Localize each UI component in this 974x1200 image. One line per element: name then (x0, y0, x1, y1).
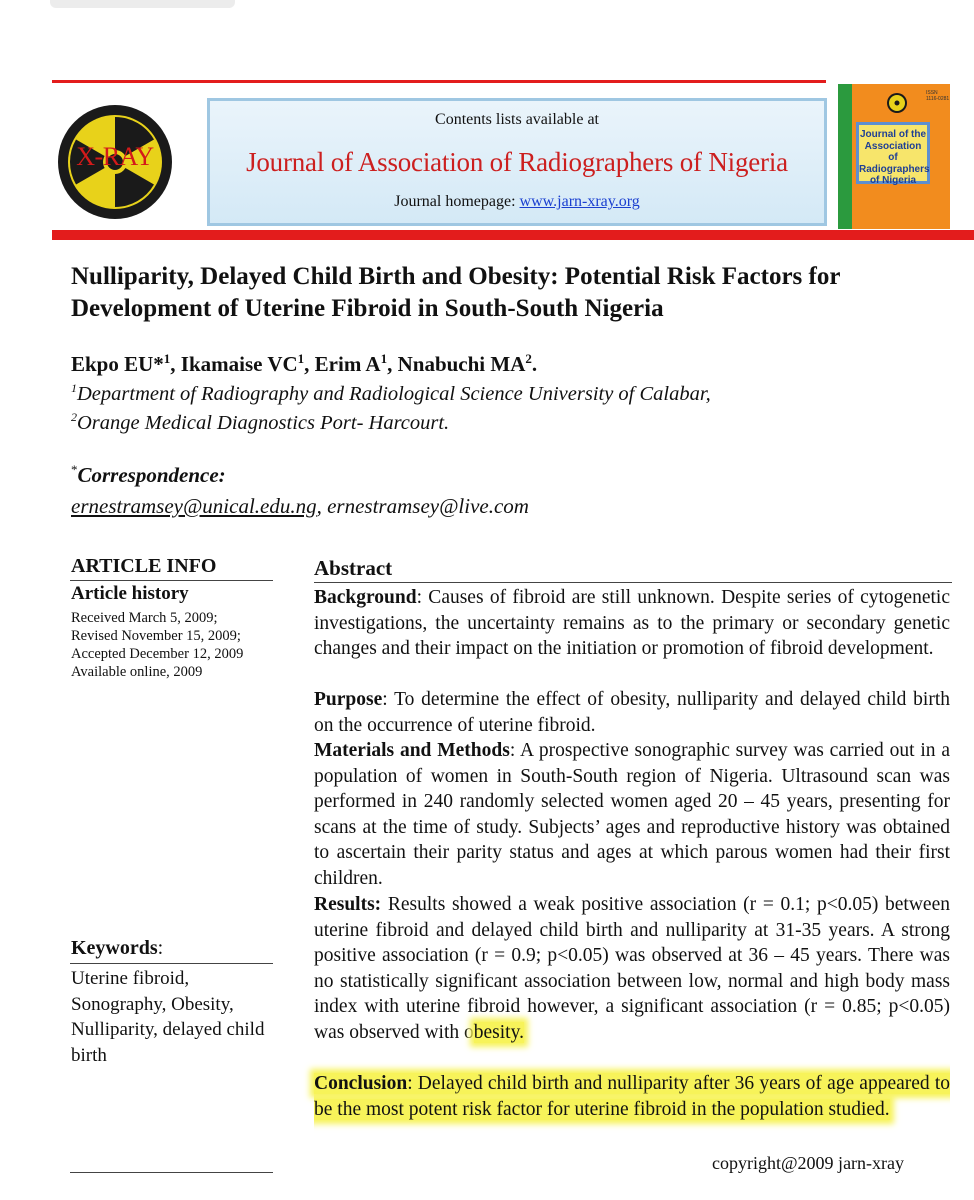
author-name: Nnabuchi MA (397, 352, 526, 376)
methods-label: Materials and Methods (314, 740, 510, 761)
conclusion-highlight (314, 1073, 950, 1120)
copyright: copyright@2009 jarn-xray (712, 1153, 905, 1173)
email-link-2[interactable]: ernestramsey@live.com (327, 494, 529, 518)
abstract-purpose (314, 687, 950, 738)
email-sep: , (316, 494, 322, 518)
author-name: Ekpo EU* (71, 352, 164, 376)
cover-stripe (838, 84, 852, 229)
article-history-heading: Article history (71, 583, 189, 604)
author-sep: , (170, 352, 181, 376)
contents-text: Contents lists available at (435, 111, 599, 128)
homepage-label: Journal homepage: (394, 193, 516, 210)
history-item: Accepted December 12, 2009 (71, 646, 244, 662)
article-info-heading: ARTICLE INFO (71, 555, 217, 577)
cover-issn: ISSN 1116-0281 (926, 90, 950, 102)
background-text: : Causes of fibroid are still unknown. Despite series of cytogenetic investigations, the uncertainty remains as to the primary or secondary genetic changes and their impact on the initiation or promotion of fibroid development. (314, 587, 950, 659)
journal-cover (838, 84, 950, 229)
email-link-1[interactable]: ernestramsey@unical.edu.ng (71, 494, 317, 518)
cover-radiation-icon (886, 92, 908, 114)
author-sep: , (304, 352, 315, 376)
journal-homepage (210, 193, 824, 211)
abstract-background (314, 585, 950, 662)
cover-title-line: of Nigeria (869, 175, 917, 186)
methods-text: : A prospective sonographic survey was carried out in a population of women in South-South region of Nigeria. Ultrasound scan was performed in 240 randomly selected women aged 20 – 45 years, presenting for scans at the time of study. Subjects’ ages and reproductive history was obtained to ascertain their parity status and ages at which parous women had their first children. (314, 740, 951, 889)
affiliation-text: Department of Radiography and Radiological Science University of Calabar, (77, 382, 711, 405)
keywords-rule (70, 963, 273, 964)
author-sup: 1 (297, 351, 305, 366)
cover-title-line: Radiographers (859, 163, 930, 175)
purpose-text: : To determine the effect of obesity, nulliparity and delayed child birth on the occurrence of uterine fibroid. (314, 689, 950, 736)
author-sup: 1 (380, 351, 388, 366)
abstract-rule (314, 582, 952, 583)
history-item: Received March 5, 2009; (71, 610, 218, 626)
results-text-highlighted: besity. (473, 1021, 524, 1043)
journal-header-box (207, 98, 827, 226)
keywords-bottom-rule (70, 1172, 273, 1173)
correspondence-label (71, 462, 226, 488)
conclusion-text: : Delayed child birth and nulliparity after 36 years of age appeared to be the most potent risk factor for uterine fibroid in the population studied. (314, 1073, 950, 1120)
correspondence-emails (71, 494, 529, 519)
top-strip (50, 0, 235, 8)
author-sup: 1 (163, 351, 171, 366)
author-sep: . (531, 352, 538, 376)
abstract-heading: Abstract (314, 556, 393, 580)
header-bottom-rule (52, 230, 974, 240)
results-label: Results: (314, 894, 382, 915)
header-top-rule (52, 80, 826, 83)
abstract-conclusion (314, 1071, 950, 1122)
abstract-methods (314, 738, 950, 891)
author-name: Ikamaise VC (180, 352, 298, 376)
author-name: Erim A (314, 352, 381, 376)
article-title: Nulliparity, Delayed Child Birth and Obesity: Potential Risk Factors for Development of Uterine Fibroid in South-South Nigeria (71, 263, 840, 322)
conclusion-label: Conclusion (314, 1073, 408, 1094)
history-item: Available online, 2009 (71, 664, 203, 680)
keywords-colon: : (157, 937, 164, 959)
author-sep: , (387, 352, 398, 376)
keywords-list: Uterine fibroid, Sonography, Obesity, Nulliparity, delayed child birth (71, 968, 265, 1066)
cover-title-line: Association of (864, 140, 922, 163)
history-item: Revised November 15, 2009; (71, 628, 241, 644)
affiliation-text: Orange Medical Diagnostics Port- Harcourt. (77, 411, 450, 434)
keywords-heading-text: Keywords (71, 937, 158, 959)
cover-title-card (856, 122, 930, 184)
background-label: Background (314, 587, 417, 608)
affiliation-sup: 1 (71, 381, 77, 395)
author-list (71, 351, 537, 377)
correspondence-marker: * (71, 462, 78, 477)
affiliation-sup: 2 (71, 410, 77, 424)
cover-title-line: Journal of the (859, 129, 927, 140)
keywords-heading (71, 937, 163, 960)
results-text: Results showed a weak positive association (r = 0.1; p<0.05) between uterine fibroid and delayed child birth and nulliparity at 31-35 years. A strong positive association (r = 0.9; p<0.05) was observed at 36 – 45 years. There was no statistically significant association between low, normal and high body mass index with uterine fibroid however, a significant association (r = 0.85; p<0.05) was observed with o (314, 894, 950, 1043)
author-sup: 2 (525, 351, 532, 366)
purpose-label: Purpose (314, 689, 383, 710)
affiliation-1 (71, 381, 711, 406)
homepage-link[interactable]: www.jarn-xray.org (519, 193, 640, 210)
affiliation-2 (71, 410, 449, 435)
abstract-results (314, 892, 950, 1045)
logo-text: X-RAY (76, 142, 154, 171)
journal-title: Journal of Association of Radiographers of Nigeria (246, 147, 788, 177)
correspondence-text: Correspondence: (77, 463, 226, 487)
article-info-rule (70, 580, 273, 581)
